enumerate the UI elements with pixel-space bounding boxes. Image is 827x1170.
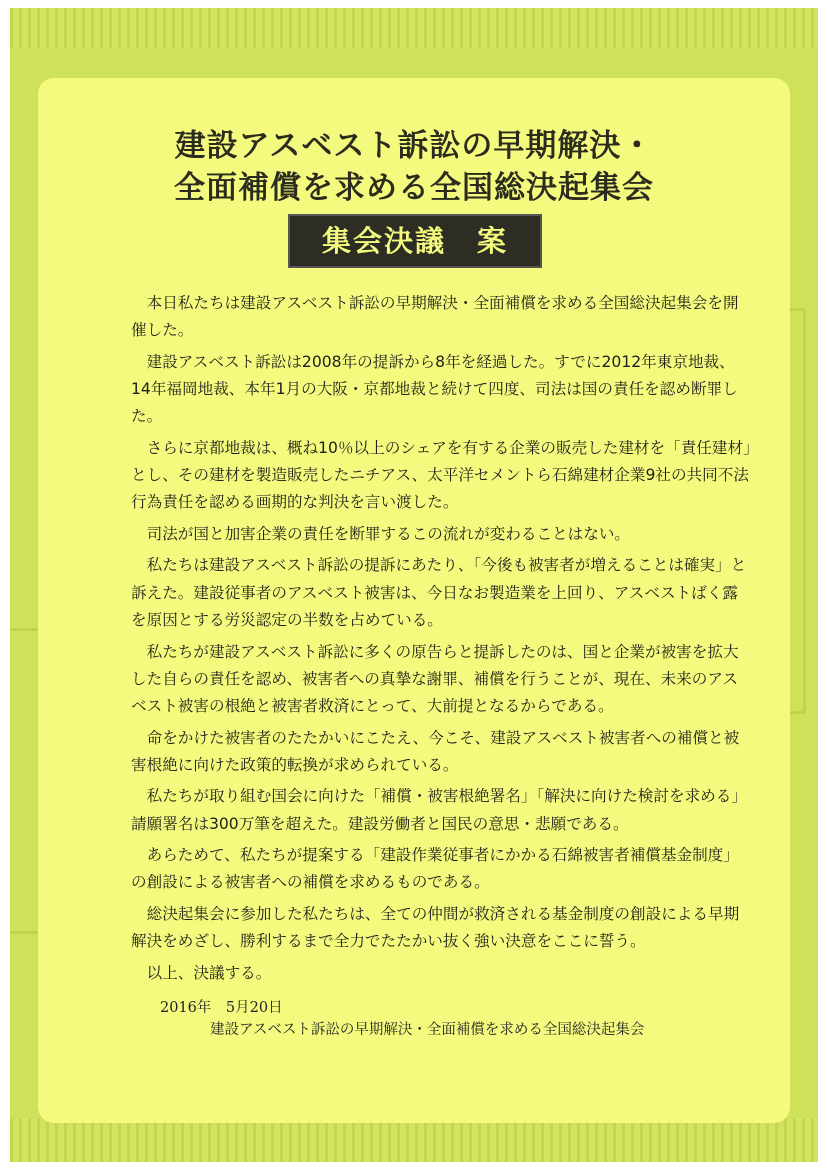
- paragraph: 以上、決議する。: [146, 963, 272, 982]
- organization-name: 建設アスベスト訴訟の早期解決・全面補償を求める全国総決起集会: [210, 1022, 645, 1038]
- paragraph: 私たちは建設アスベスト訴訟の提訴にあたり、「今後も被害者が増えることは確実」と訴えた。建設従事者のアスベスト被害は、今日なお製造業を上回り、アスベストばく露を原因とする労災認定の半数を占めている。: [131, 556, 747, 630]
- paragraph: 命をかけた被害者のたたかいにこたえ、今こそ、建設アスベスト被害者への補償と被害根絶に向けた政策的転換が求められている。: [131, 728, 740, 774]
- resolution-label: 集会決議 案: [288, 214, 542, 268]
- top-stripe-decoration: [10, 8, 818, 48]
- paragraph: 私たちが建設アスベスト訴訟に多くの原告らと提訴したのは、国と企業が被害を拡大した自らの責任を認め、被害者への真摯な謝罪、補償を行うことが、現在、未来のアスベスト被害の根絶と被害者救済にとって、大前提となるからである。: [131, 642, 739, 716]
- bottom-stripe-decoration: [10, 1118, 818, 1162]
- flyer-background: [10, 8, 818, 1162]
- paragraph: 司法が国と加害企業の責任を断罪するこの流れが変わることはない。: [146, 524, 631, 543]
- paragraph: 本日私たちは建設アスベスト訴訟の早期解決・全面補償を求める全国総決起集会を開催した。: [131, 294, 739, 340]
- paragraph: あらためて、私たちが提案する「建設作業従事者にかかる石綿被害者補償基金制度」の創設による被害者への補償を求めるものである。: [131, 846, 739, 892]
- paragraph: 私たちが取り組む国会に向けた「補償・被害根絶署名」「解決に向けた検討を求める」請願署名は300万筆を超えた。建設労働者と国民の意思・悲願である。: [131, 787, 747, 833]
- page-title-line-2: 全面補償を求める全国総決起集会: [174, 170, 654, 206]
- resolution-body: [131, 290, 751, 991]
- resolution-date: 2016年 5月20日: [160, 1000, 283, 1016]
- paragraph: さらに京都地裁は、概ね10％以上のシェアを有する企業の販売した建材を「責任建材」とし、その建材を製造販売したニチアス、太平洋セメントら石綿建材企業9社の共同不法行為責任を認める画期的な判決を言い渡した。: [131, 438, 751, 512]
- paragraph: 総決起集会に参加した私たちは、全ての仲間が救済される基金制度の創設による早期解決をめざし、勝利するまで全力でたたかい抜く強い決意をここに誓う。: [131, 904, 740, 951]
- page-title-line-1: 建設アスベスト訴訟の早期解決・: [174, 128, 654, 164]
- paragraph: 建設アスベスト訴訟は2008年の提訴から8年を経過した。すでに2012年東京地裁、14年福岡地裁、本年1月の大阪・京都地裁と続けて四度、司法は国の責任を認め断罪した。: [131, 352, 738, 426]
